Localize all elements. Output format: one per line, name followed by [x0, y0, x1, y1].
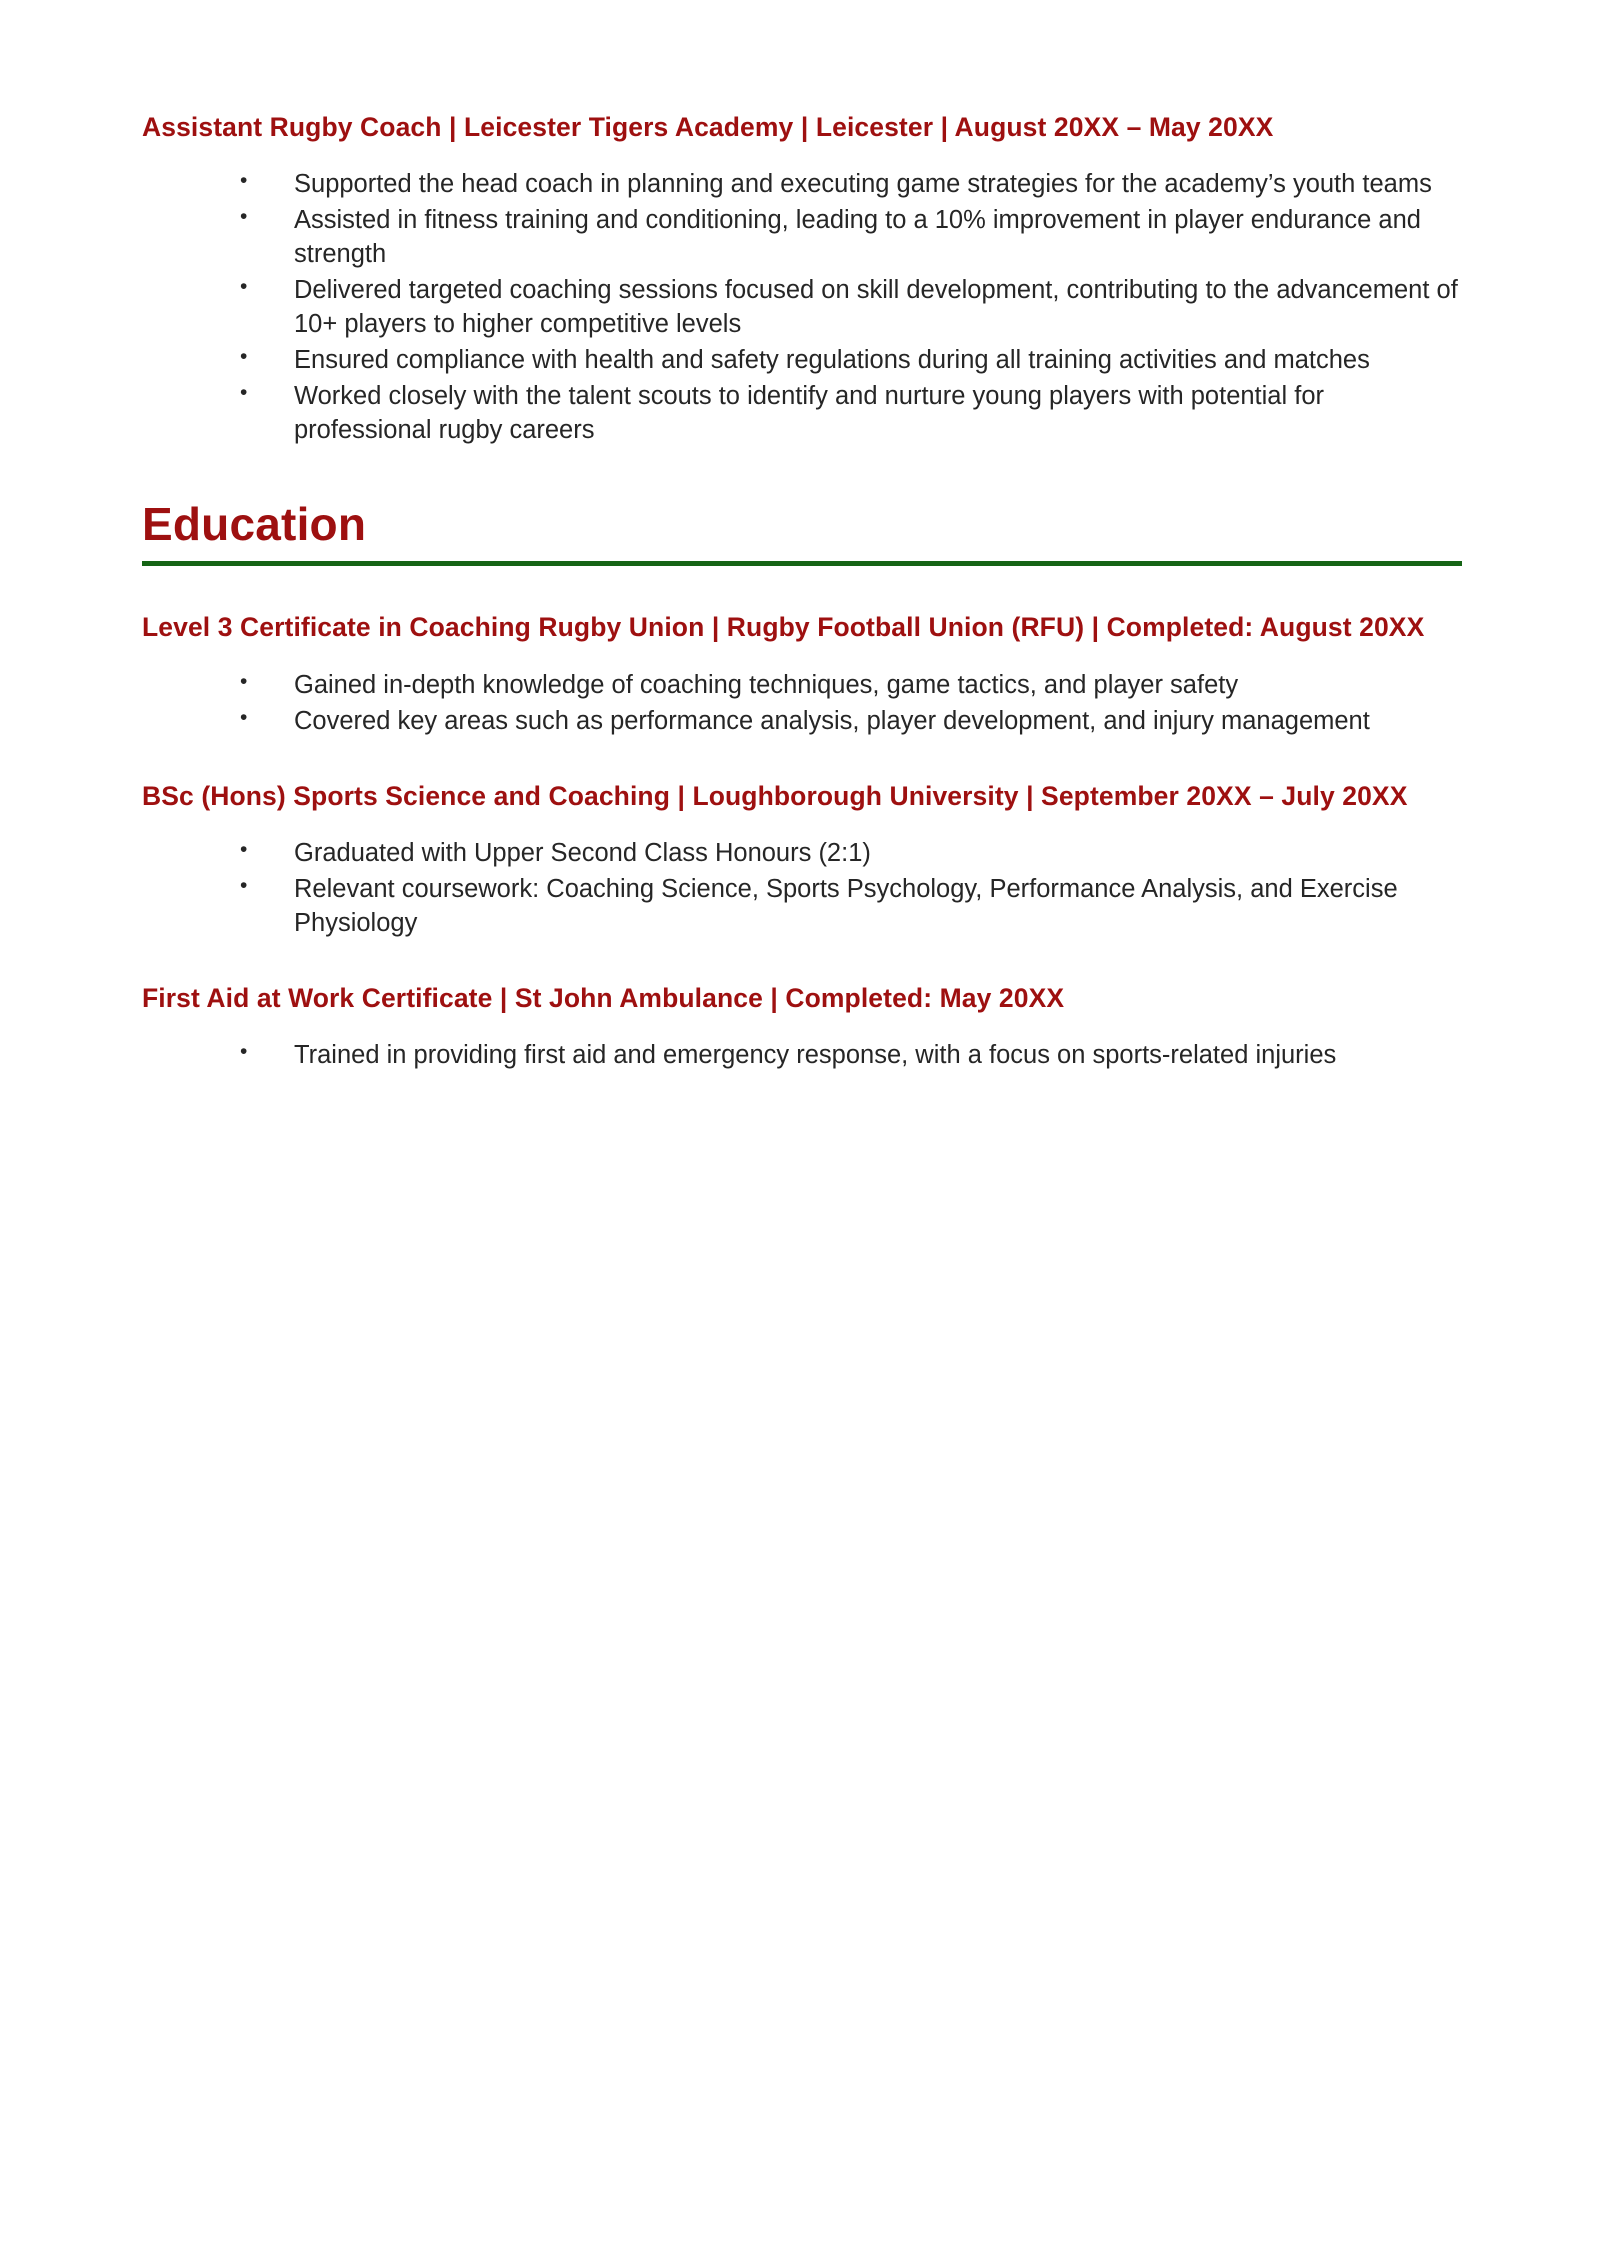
experience-entry-heading: Assistant Rugby Coach | Leicester Tigers Academy | Leicester | August 20XX – May 20XX	[142, 112, 1274, 142]
education-entry	[142, 610, 1462, 738]
list-item: • Gained in-depth knowledge of coaching techniques, game tactics, and player safety	[142, 669, 1462, 703]
list-item: • Relevant coursework: Coaching Science, Sports Psychology, Performance Analysis, and Exercise Physiology	[142, 873, 1462, 941]
list-item: • Covered key areas such as performance analysis, player development, and injury management	[142, 705, 1462, 739]
education-bullet-list	[142, 837, 1462, 941]
education-section	[142, 497, 1462, 1073]
list-item: • Graduated with Upper Second Class Honours (2:1)	[142, 837, 1462, 871]
education-entry	[142, 779, 1462, 941]
section-divider	[142, 561, 1462, 566]
experience-bullet-list	[142, 168, 1462, 447]
list-item: • Worked closely with the talent scouts to identify and nurture young players with potential for professional rugby careers	[142, 380, 1462, 448]
education-entry-heading: BSc (Hons) Sports Science and Coaching | Loughborough University | September 20XX – July 20XX	[142, 780, 1408, 811]
page-content	[142, 110, 1462, 1075]
education-entry-heading: Level 3 Certificate in Coaching Rugby Union | Rugby Football Union (RFU) | Completed: August 20XX	[142, 612, 1425, 643]
section-title-education: Education	[142, 497, 367, 550]
education-bullet-list	[142, 1039, 1462, 1073]
list-item: • Trained in providing first aid and emergency response, with a focus on sports-related injuries	[142, 1039, 1462, 1073]
education-bullet-list	[142, 669, 1462, 739]
experience-entry	[142, 110, 1462, 448]
list-item: • Supported the head coach in planning and executing game strategies for the academy’s youth teams	[142, 168, 1462, 202]
education-entry	[142, 981, 1462, 1073]
list-item: • Delivered targeted coaching sessions focused on skill development, contributing to the advancement of 10+ players to higher competitive levels	[142, 274, 1462, 342]
list-item: • Ensured compliance with health and safety regulations during all training activities and matches	[142, 344, 1462, 378]
education-entry-heading: First Aid at Work Certificate | St John Ambulance | Completed: May 20XX	[142, 982, 1065, 1013]
list-item: • Assisted in fitness training and conditioning, leading to a 10% improvement in player endurance and strength	[142, 204, 1462, 272]
